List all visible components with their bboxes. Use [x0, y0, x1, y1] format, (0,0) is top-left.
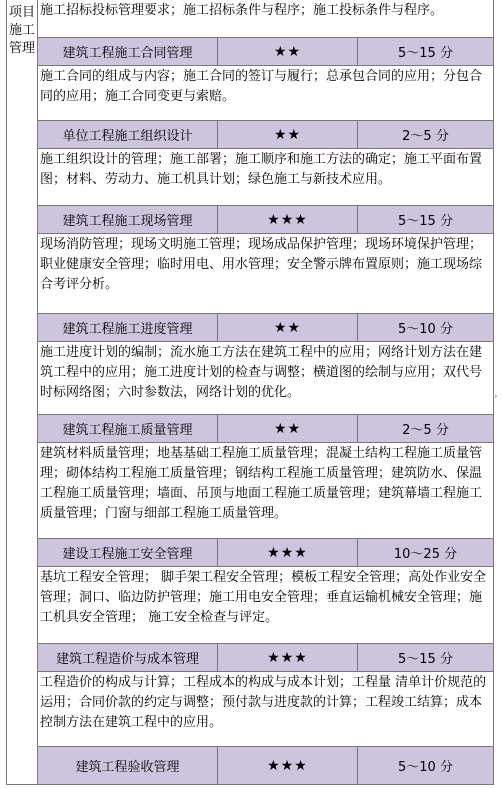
section-description: 工程造价的构成与计算；工程成本的构成与成本计划；工程量 清单计价规范的运用；合同价款的约定与调整；预付款与进度款的计算；工程竣工结算；成本控制方法在建筑工程中的应用。	[38, 671, 493, 746]
section-description: 现场消防管理；现场文明施工管理；现场成品保护管理；现场环境保护管理；职业健康安全管理；临时用电、用水管理；安全警示牌布置原则；施工现场综合考评分析。	[38, 233, 493, 313]
section-importance-stars: ★★★	[218, 747, 358, 784]
section-score-range: 5～10 分	[358, 747, 493, 784]
category-label: 项目施工管理	[9, 5, 36, 56]
section-score-range: 5～15 分	[358, 38, 493, 65]
section-header	[38, 205, 493, 233]
section-description: 基坑工程安全管理； 脚手架工程安全管理；模板工程安全管理；高处作业安全管理；洞口、临边防护管理；施工用电安全管理；垂直运输机械安全管理；施工机具安全管理； 施工安全检查与评定。	[38, 566, 493, 643]
intro-description: 施工招标投标管理要求；施工招标条件与程序；施工投标条件与程序。	[40, 3, 444, 18]
section-importance-stars: ★★	[218, 415, 358, 442]
section-score-range: 5～10 分	[358, 314, 493, 341]
section-header	[38, 120, 493, 148]
section-topic: 建筑工程施工进度管理	[38, 314, 218, 341]
category-column	[6, 0, 38, 785]
section-importance-stars: ★★	[218, 38, 358, 65]
section-topic: 建筑工程施工质量管理	[38, 415, 218, 442]
section-topic: 建筑工程施工现场管理	[38, 206, 218, 233]
section-header	[38, 746, 493, 784]
section-header	[38, 643, 493, 671]
section-header	[38, 313, 493, 341]
section-topic: 建筑工程验收管理	[38, 747, 218, 784]
section-importance-stars: ★★★	[218, 206, 358, 233]
section-importance-stars: ★★★	[218, 539, 358, 566]
section-importance-stars: ★★	[218, 121, 358, 148]
section-importance-stars: ★★	[218, 314, 358, 341]
section-header	[38, 414, 493, 442]
section-score-range: 2～5 分	[358, 121, 493, 148]
section-topic: 建筑工程造价与成本管理	[38, 644, 218, 671]
section-description: 施工进度计划的编制；流水施工方法在建筑工程中的应用；网络计划方法在建筑工程中的应用；施工进度计划的检查与调整；横道图的绘制与应用；双代号时标网络图；六时参数法，网络计划的优化。	[38, 341, 493, 414]
section-score-range: 10～25 分	[358, 539, 493, 566]
section-header	[38, 37, 493, 65]
section-importance-stars: ★★★	[218, 644, 358, 671]
section-description: 施工组织设计的管理；施工部署；施工顺序和施工方法的确定；施工平面布置图；材料、劳动力、施工机具计划；绿色施工与新技术应用。	[38, 148, 493, 205]
section-score-range: 5～15 分	[358, 644, 493, 671]
section-topic: 建设工程施工安全管理	[38, 539, 218, 566]
section-score-range: 5～15 分	[358, 206, 493, 233]
section-header	[38, 538, 493, 566]
section-description: 建筑材料质量管理；地基基础工程施工质量管理；混凝土结构工程施工质量管理；砌体结构工程施工质量管理；钢结构工程施工质量管理；建筑防水、保温工程施工质量管理；墙面、吊顶与地面工程施工质量管理；建筑幕墙工程施工质量管理；门窗与细部工程施工质量管理。	[38, 442, 493, 538]
section-topic: 单位工程施工组织设计	[38, 121, 218, 148]
section-score-range: 2～5 分	[358, 415, 493, 442]
section-topic: 建筑工程施工合同管理	[38, 38, 218, 65]
page-edge-marker: ›	[494, 392, 498, 402]
section-description: 施工合同的组成与内容；施工合同的签订与履行；总承包合同的应用；分包合同的应用；施工合同变更与索赔。	[38, 65, 493, 120]
table-bottom-border	[6, 784, 494, 785]
